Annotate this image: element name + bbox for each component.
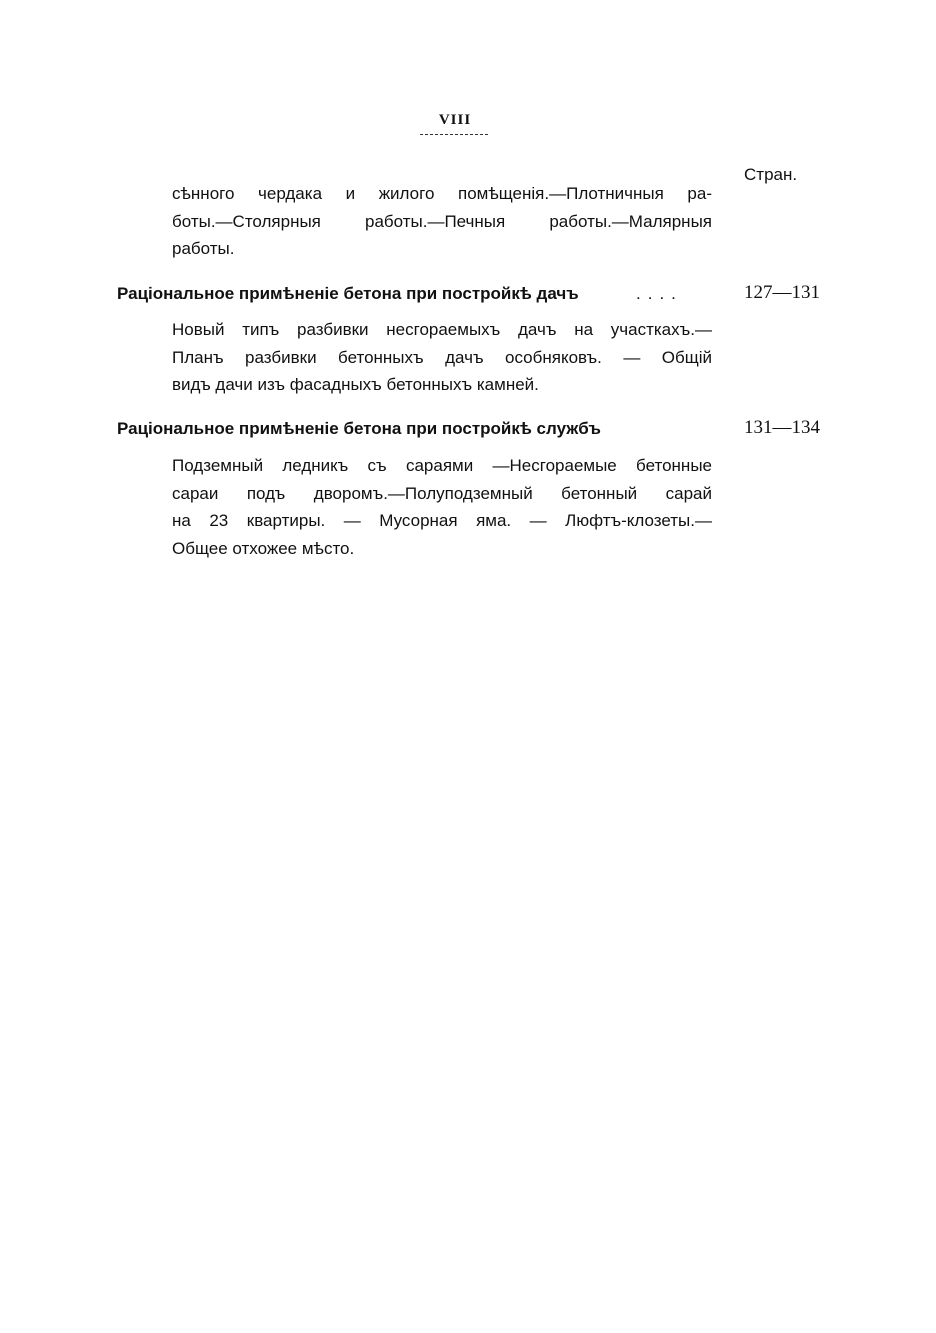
continued-description <box>172 180 712 263</box>
page-range-dachas: 127—131 <box>744 282 820 303</box>
leader-dots: .... <box>636 284 683 303</box>
description-line: Новый типъ разбивки несгораемыхъ дачъ на участкахъ.— <box>172 320 712 339</box>
description-line: боты.—Столярныя работы.—Печныя работы.—Малярныя <box>172 211 712 231</box>
description-line: видъ дачи изъ фасадныхъ бетонныхъ камней. <box>172 375 539 394</box>
description-line: Общее отхожее мѣсто. <box>172 538 355 558</box>
page-number-rule <box>420 134 488 135</box>
description-line: работы. <box>172 239 235 258</box>
description-line: Подземный ледникъ съ сараями —Несгораемые бетонные <box>172 456 712 475</box>
section-title-dachas: Раціональное примѣненіе бетона при постройкѣ дачъ <box>117 284 579 303</box>
pages-column-header: Стран. <box>744 165 798 184</box>
description-line: Планъ разбивки бетонныхъ дачъ особняковъ. — Общій <box>172 347 712 367</box>
page-number: VIII <box>438 112 472 128</box>
description-line: сѣнного чердака и жилого помѣщенія.—Плотничныя ра- <box>172 184 712 203</box>
section-title-services: Раціональное примѣненіе бетона при постройкѣ службъ <box>117 419 601 438</box>
description-line: на 23 квартиры. — Мусорная яма. — Люфтъ-клозеты.— <box>172 511 712 530</box>
section-description-services <box>172 452 712 562</box>
description-line: сараи подъ дворомъ.—Полуподземный бетонный сарай <box>172 483 712 503</box>
section-description-dachas <box>172 316 712 399</box>
page-range-services: 131—134 <box>744 417 820 438</box>
